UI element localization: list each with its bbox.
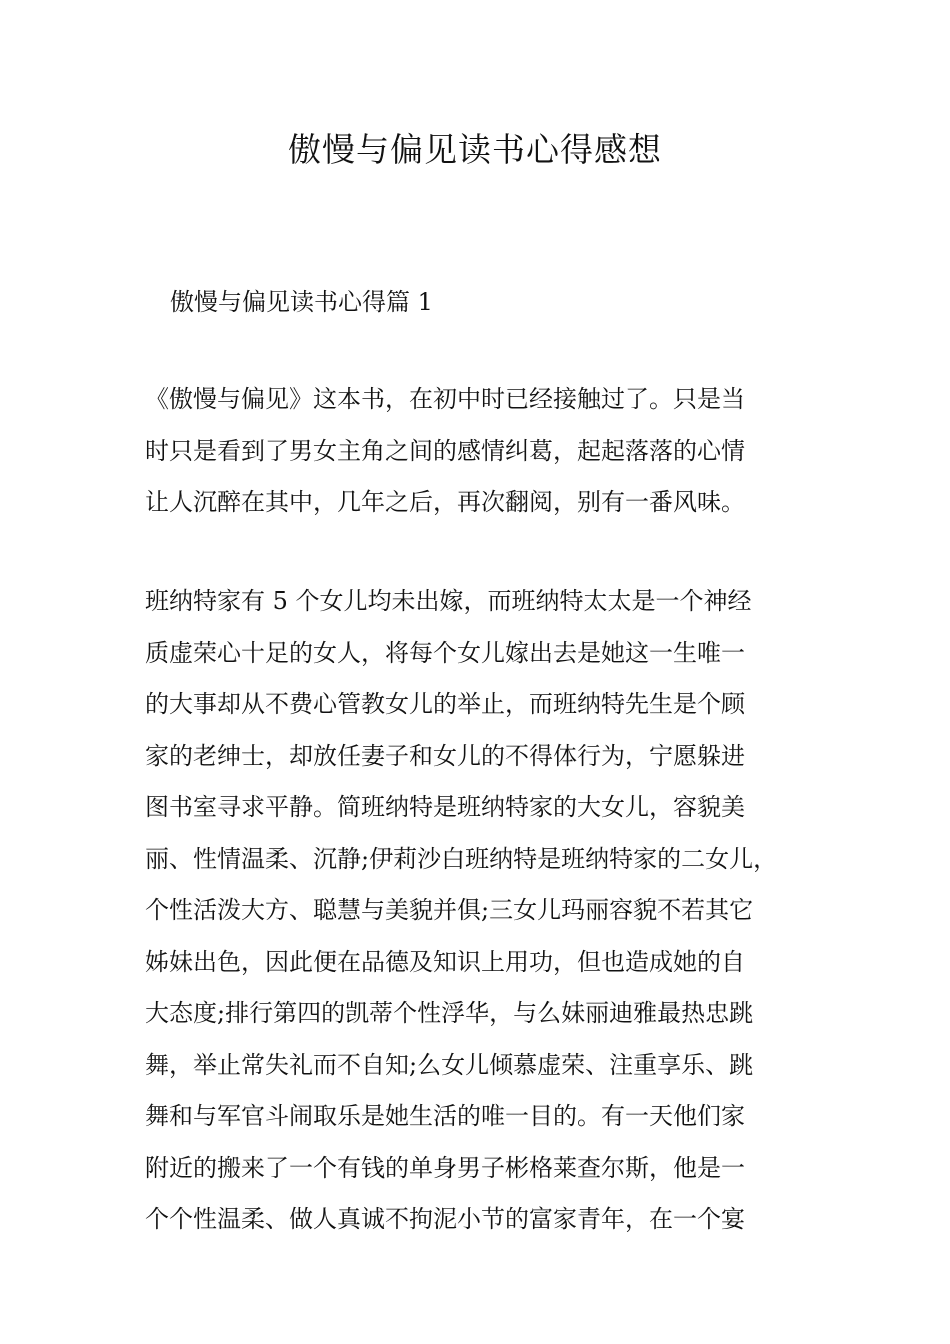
- paragraph-line: 质虚荣心十足的女人，将每个女儿嫁出去是她这一生唯一: [145, 638, 745, 667]
- paragraph-line: 《傲慢与偏见》这本书，在初中时已经接触过了。只是当: [145, 385, 745, 413]
- paragraph-line: 大态度;排行第四的凯蒂个性浮华，与么妹丽迪雅最热忠跳: [145, 999, 754, 1027]
- paragraph-line: 的大事却从不费心管教女儿的举止，而班纳特先生是个顾: [145, 690, 745, 718]
- paragraph-intro: [145, 374, 825, 529]
- section-heading: 傲慢与偏见读书心得篇 1: [170, 288, 433, 316]
- paragraph-line: 班纳特家有 5 个女儿均未出嫁，而班纳特太太是一个神经: [145, 587, 752, 615]
- paragraph-line: 家的老绅士，却放任妻子和女儿的不得体行为，宁愿躲进: [145, 741, 745, 770]
- paragraph-line: 舞，举止常失礼而不自知;么女儿倾慕虚荣、注重享乐、跳: [145, 1050, 754, 1079]
- paragraph-line: 让人沉醉在其中，几年之后，再次翻阅，别有一番风味。: [145, 488, 745, 516]
- document-title: 傲慢与偏见读书心得感想: [288, 130, 662, 169]
- paragraph-line: 丽、性情温柔、沉静;伊莉沙白班纳特是班纳特家的二女儿，: [145, 844, 778, 873]
- paragraph-line: 个个性温柔、做人真诚不拘泥小节的富家青年，在一个宴: [145, 1205, 745, 1233]
- paragraph-plot-summary: [145, 576, 825, 1246]
- paragraph-line: 时只是看到了男女主角之间的感情纠葛，起起落落的心情: [145, 436, 745, 465]
- paragraph-line: 图书室寻求平静。简班纳特是班纳特家的大女儿，容貌美: [145, 793, 745, 821]
- paragraph-line: 附近的搬来了一个有钱的单身男子彬格莱查尔斯，他是一: [145, 1153, 745, 1182]
- paragraph-line: 姊妹出色，因此便在品德及知识上用功，但也造成她的自: [145, 947, 745, 976]
- paragraph-line: 舞和与军官斗闹取乐是她生活的唯一目的。有一天他们家: [145, 1102, 745, 1130]
- paragraph-line: 个性活泼大方、聪慧与美貌并俱;三女儿玛丽容貌不若其它: [145, 896, 754, 924]
